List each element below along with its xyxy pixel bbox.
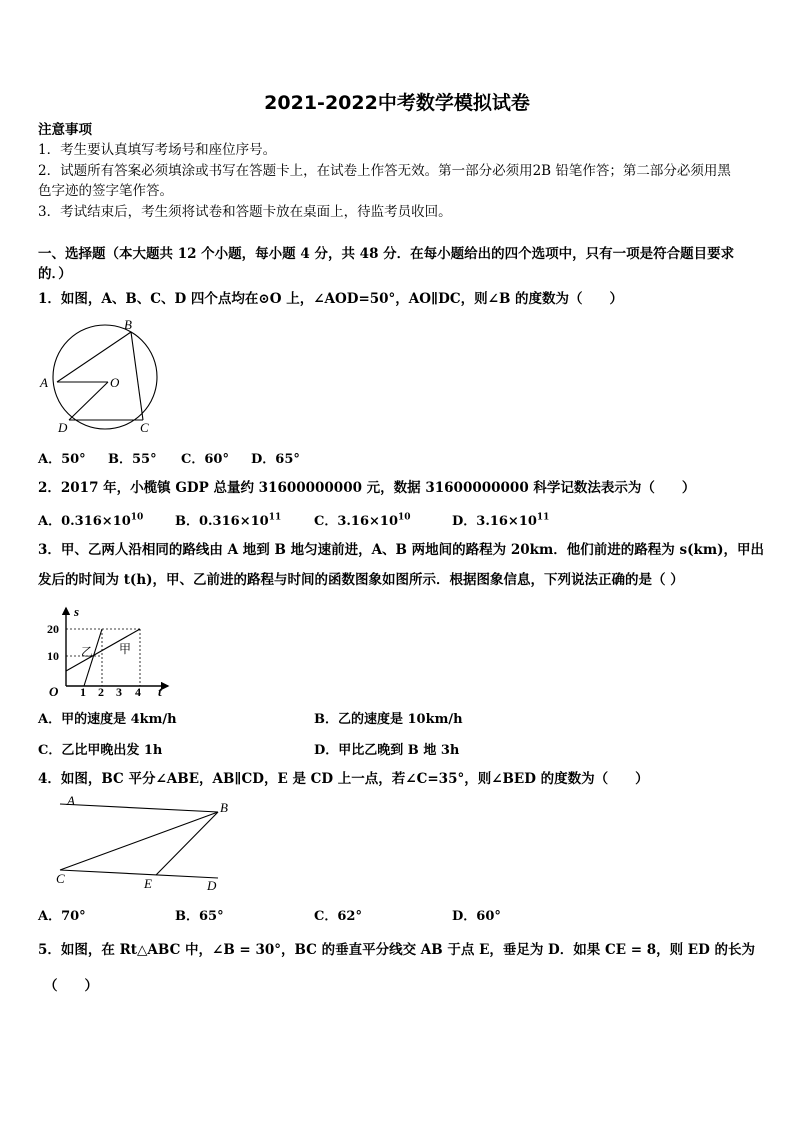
q2-option-a[interactable]: A．$0.316\times 10^{10}$ <box>38 512 144 529</box>
q4-line-cd <box>60 870 218 878</box>
notice-item-2-cont: 色字迹的签字笔作答。 <box>38 183 173 199</box>
q4-label-c: C <box>56 871 65 886</box>
q3-stem-line1: 3．甲、乙两人沿相同的路线由 A 地到 B 地匀速前进，A、B 两地间的路程为 20km．他们前进的路程为 s(km)，甲出 <box>38 542 764 558</box>
q4-segment-bc <box>60 812 218 870</box>
page-title: 2021-2022中考数学模拟试卷 <box>264 92 530 114</box>
q5-answer-paren: （ ） <box>44 978 98 994</box>
q1-label-b: B <box>124 317 132 332</box>
q3-option-c[interactable]: C．乙比甲晚出发 1h <box>38 743 163 758</box>
q3-tick-t2: 2 <box>98 685 104 696</box>
q4-parallel-lines-figure <box>50 792 235 894</box>
q4-option-a[interactable]: A．70° <box>38 909 86 924</box>
q1-label-d: D <box>58 420 68 435</box>
q3-option-b[interactable]: B．乙的速度是 10km/h <box>314 712 463 727</box>
q3-option-a[interactable]: A．甲的速度是 4km/h <box>38 712 177 727</box>
q3-label-origin: O <box>49 684 59 696</box>
q2-option-b[interactable]: B．$0.316\times 10^{11}$ <box>175 512 282 529</box>
notice-item-2: 2．试题所有答案必须填涂或书写在答题卡上，在试卷上作答无效。第一部分必须用2B 铅笔作答；第二部分必须用黑 <box>38 163 731 179</box>
q3-tick-t3: 3 <box>116 685 122 696</box>
q3-label-t: t <box>158 684 162 696</box>
q2-option-d[interactable]: D．$3.16\times 10^{11}$ <box>452 512 550 529</box>
notice-item-3: 3．考试结束后，考生须将试卷和答题卡放在桌面上，待监考员收回。 <box>38 204 452 220</box>
q3-tick-10: 10 <box>47 649 59 663</box>
q3-tick-t4: 4 <box>135 685 141 696</box>
q1-option-c[interactable]: C．60° <box>181 452 229 467</box>
q3-stem-line2: 发后的时间为 t(h)，甲、乙前进的路程与时间的函数图象如图所示．根据图象信息，下列说法正确的是（ ） <box>38 572 684 588</box>
q1-label-c: C <box>140 420 149 435</box>
section-heading-cont: 的．） <box>38 266 72 282</box>
q3-tick-t1: 1 <box>80 685 86 696</box>
q3-label-yi: 乙 <box>81 645 94 659</box>
q1-circle-figure <box>36 316 166 438</box>
notice-heading: 注意事项 <box>38 122 92 138</box>
q4-line-ab <box>60 804 218 812</box>
q2-stem: 2．2017 年，小榄镇 GDP 总量约 31600000000 元，数据 31600000000 科学记数法表示为（ ） <box>38 480 696 496</box>
q4-stem: 4．如图，BC 平分∠ABE，AB∥CD，E 是 CD 上一点，若∠C=35°，则∠BED 的度数为（ ） <box>38 771 649 787</box>
q4-option-c[interactable]: C．62° <box>314 909 362 924</box>
q3-distance-time-graph <box>40 604 175 696</box>
q4-label-a: A <box>67 793 75 808</box>
q1-label-o: O <box>110 375 120 390</box>
q4-label-d: D <box>207 878 217 893</box>
q3-option-d[interactable]: D．甲比乙晚到 B 地 3h <box>314 743 460 758</box>
q3-label-s: s <box>74 604 80 619</box>
q1-circle-o <box>53 325 157 429</box>
q5-stem: 5．如图，在 Rt△ABC 中，∠B = 30°，BC 的垂直平分线交 AB 于点 E，垂足为 D．如果 CE = 8，则 ED 的长为 <box>38 942 756 958</box>
q1-label-a: A <box>40 375 48 390</box>
q1-stem: 1．如图，A、B、C、D 四个点均在⊙O 上，∠AOD=50°，AO∥DC，则∠B 的度数为（ ） <box>38 291 624 307</box>
notice-item-1: 1．考生要认真填写考场号和座位序号。 <box>38 142 277 158</box>
q1-chord-ab <box>57 332 131 382</box>
q1-segment-od <box>69 382 108 420</box>
q1-option-b[interactable]: B．55° <box>108 452 157 467</box>
q3-label-jia: 甲 <box>119 642 132 656</box>
q1-option-d[interactable]: D．65° <box>251 452 300 467</box>
q4-option-d[interactable]: D．60° <box>452 909 501 924</box>
q2-option-c[interactable]: C．$3.16\times 10^{10}$ <box>314 512 411 529</box>
q4-option-b[interactable]: B．65° <box>175 909 224 924</box>
q4-segment-be <box>156 812 218 875</box>
q3-tick-20: 20 <box>47 622 59 636</box>
q1-option-a[interactable]: A．50° <box>38 452 86 467</box>
q1-chord-bc <box>131 332 143 420</box>
q4-label-b: B <box>220 800 228 815</box>
q4-label-e: E <box>144 876 152 891</box>
section-heading: 一、选择题（本大题共 12 个小题，每小题 4 分，共 48 分．在每小题给出的四个选项中，只有一项是符合题目要求 <box>38 246 735 262</box>
